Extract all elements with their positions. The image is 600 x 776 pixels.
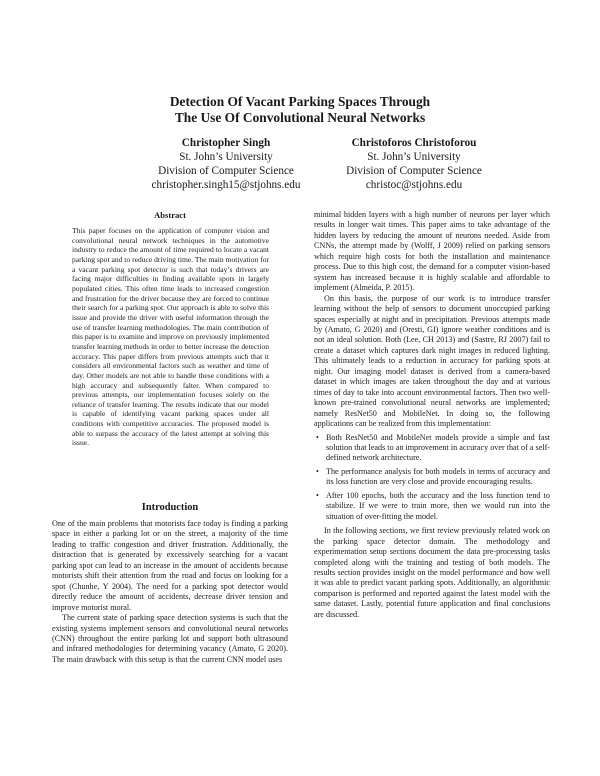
- right-column: [314, 210, 550, 620]
- list-item: • The performance analysis for both models in terms of accuracy and its loss function are very close and provide encouraging results.: [326, 467, 550, 488]
- author-affiliation: St. John’s University: [367, 151, 461, 163]
- author-block-2: [314, 136, 514, 192]
- introduction-body: [52, 519, 288, 665]
- author-block-1: [126, 136, 326, 192]
- author-email: christoc@stjohns.edu: [365, 179, 463, 191]
- title-line-1: Detection Of Vacant Parking Spaces Through: [169, 94, 431, 109]
- author-name: Christopher Singh: [181, 137, 271, 149]
- list-item: • Both ResNet50 and MobileNet models provide a simple and fast solution that leads to an improvement in accuracy over that of a self-defined network architecture.: [326, 433, 550, 464]
- abstract-heading: Abstract: [154, 210, 186, 220]
- contribution-list: [314, 433, 550, 523]
- body-paragraph: minimal hidden layers with a high number of neurons per layer which results in longer wait times. This paper aims to take advantage of the hidden layers by reducing the amount of neurons needed. Aside from CNNs, the attempt made by (Wolff, J 2009) relied on parking sensors which require high costs for both the installation and maintenance process. Due to this high cost, the demand for a computer vision-based system has increased because it is highly scalable and affordable to implement (Almeida, P. 2015).: [314, 210, 550, 293]
- body-paragraph: On this basis, the purpose of our work is to introduce transfer learning without the help of sensors to document unoccupied parking spaces especially at night and in precipitation. Previous attempts made by (Amato, G 2020) and (Oresti, GI) ignore weather conditions and is not an ideal solution. Both (Lee, CH 2013) and (Sastre, RJ 2007) fail to create a dataset which captures dark night images in reduced lighting. This ultimately leads to a reduction in accuracy for parking spots at night. Our imaging model dataset is derived from a camera-based dataset in which images are taken throughout the day and at various times of day to take into account environmental factors. Then two well-known pre-trained convolutional neural networks are implemented; namely ResNet50 and MobileNet. In doing so, the following applications can be realized from this implementation:: [314, 293, 550, 429]
- author-affiliation: St. John’s University: [179, 151, 273, 163]
- body-paragraph: In the following sections, we first review previously related work on the parking space detector domain. The methodology and experimentation setup sections document the data pre-processing tasks completed along with the training and testing of both models. The results section provides insight on the model performance and how well it was able to predict vacant parking spots. Additionally, an algorithmic comparison is performed and reported against the latest model with the same dataset. Lastly, potential future application and final conclusions are discussed.: [314, 526, 550, 619]
- author-email: christopher.singh15@stjohns.edu: [151, 179, 301, 191]
- list-item: • After 100 epochs, both the accuracy and the loss function tend to stabilize. If we were to train more, then we would run into the situation of over-fitting the model.: [326, 491, 550, 522]
- abstract-text: This paper focuses on the application of computer vision and convolutional neural network techniques in the automotive industry to reduce the amount of time required to locate a vacant parking spot and to reduce driving time. The main motivation for a vacant parking spot detector is such that today’s drivers are facing major difficulties in finding available spots in largely populated cities. This often time leads to increased congestion and frustration for the driver because they are forced to continue their search for a parking spot. Our approach is able to solve this issue and provide the driver with useful information through the use of transfer learning methodologies. The main contribution of this paper is to examine and improve on previously implemented transfer learning methods in order to better increase the detection accuracy. This paper differs from previous attempts such that it considers all environmental factors such as weather and time of day. Other models are not able to handle these conditions with a high accuracy and subsequently falter. When compared to previous attempts, our implementation focuses solely on the reliance of transfer learning. The results indicate that our model is capable of identifying vacant parking spaces under all conditions with competitive accuracies. The proposed model is able to surpass the accuracy of the latest attempt at solving this issue.: [72, 226, 269, 448]
- paper-title: [0, 94, 600, 126]
- introduction-heading: Introduction: [141, 502, 199, 513]
- author-name: Christoforos Christoforou: [351, 137, 477, 149]
- author-division: Division of Computer Science: [158, 165, 294, 177]
- intro-paragraph: One of the main problems that motorists face today is finding a parking space in either a parking lot or on the street, a majority of the time leading to traffic congestion and driver frustration. Additionally, the distraction that is generated by excessively searching for a vacant parking spot can lead to an increase in the amount of accidents because motorists shift their attention from the road and focus on looking for a spot (Chunhe, Y 2004). The need for a parking spot detector would directly reduce the amount of accidents, decrease driver tension and improve motorist moral.: [52, 519, 288, 612]
- title-line-2: The Use Of Convolutional Neural Networks: [174, 110, 426, 125]
- author-division: Division of Computer Science: [346, 165, 482, 177]
- intro-paragraph: The current state of parking space detection systems is such that the existing systems implement sensors and convolutional neural networks (CNN) throughout the entire parking lot and support both ultrasound and infrared methodologies for determining vacancy (Amato, G 2020). The main drawback with this setup is that the current CNN model uses: [52, 613, 288, 664]
